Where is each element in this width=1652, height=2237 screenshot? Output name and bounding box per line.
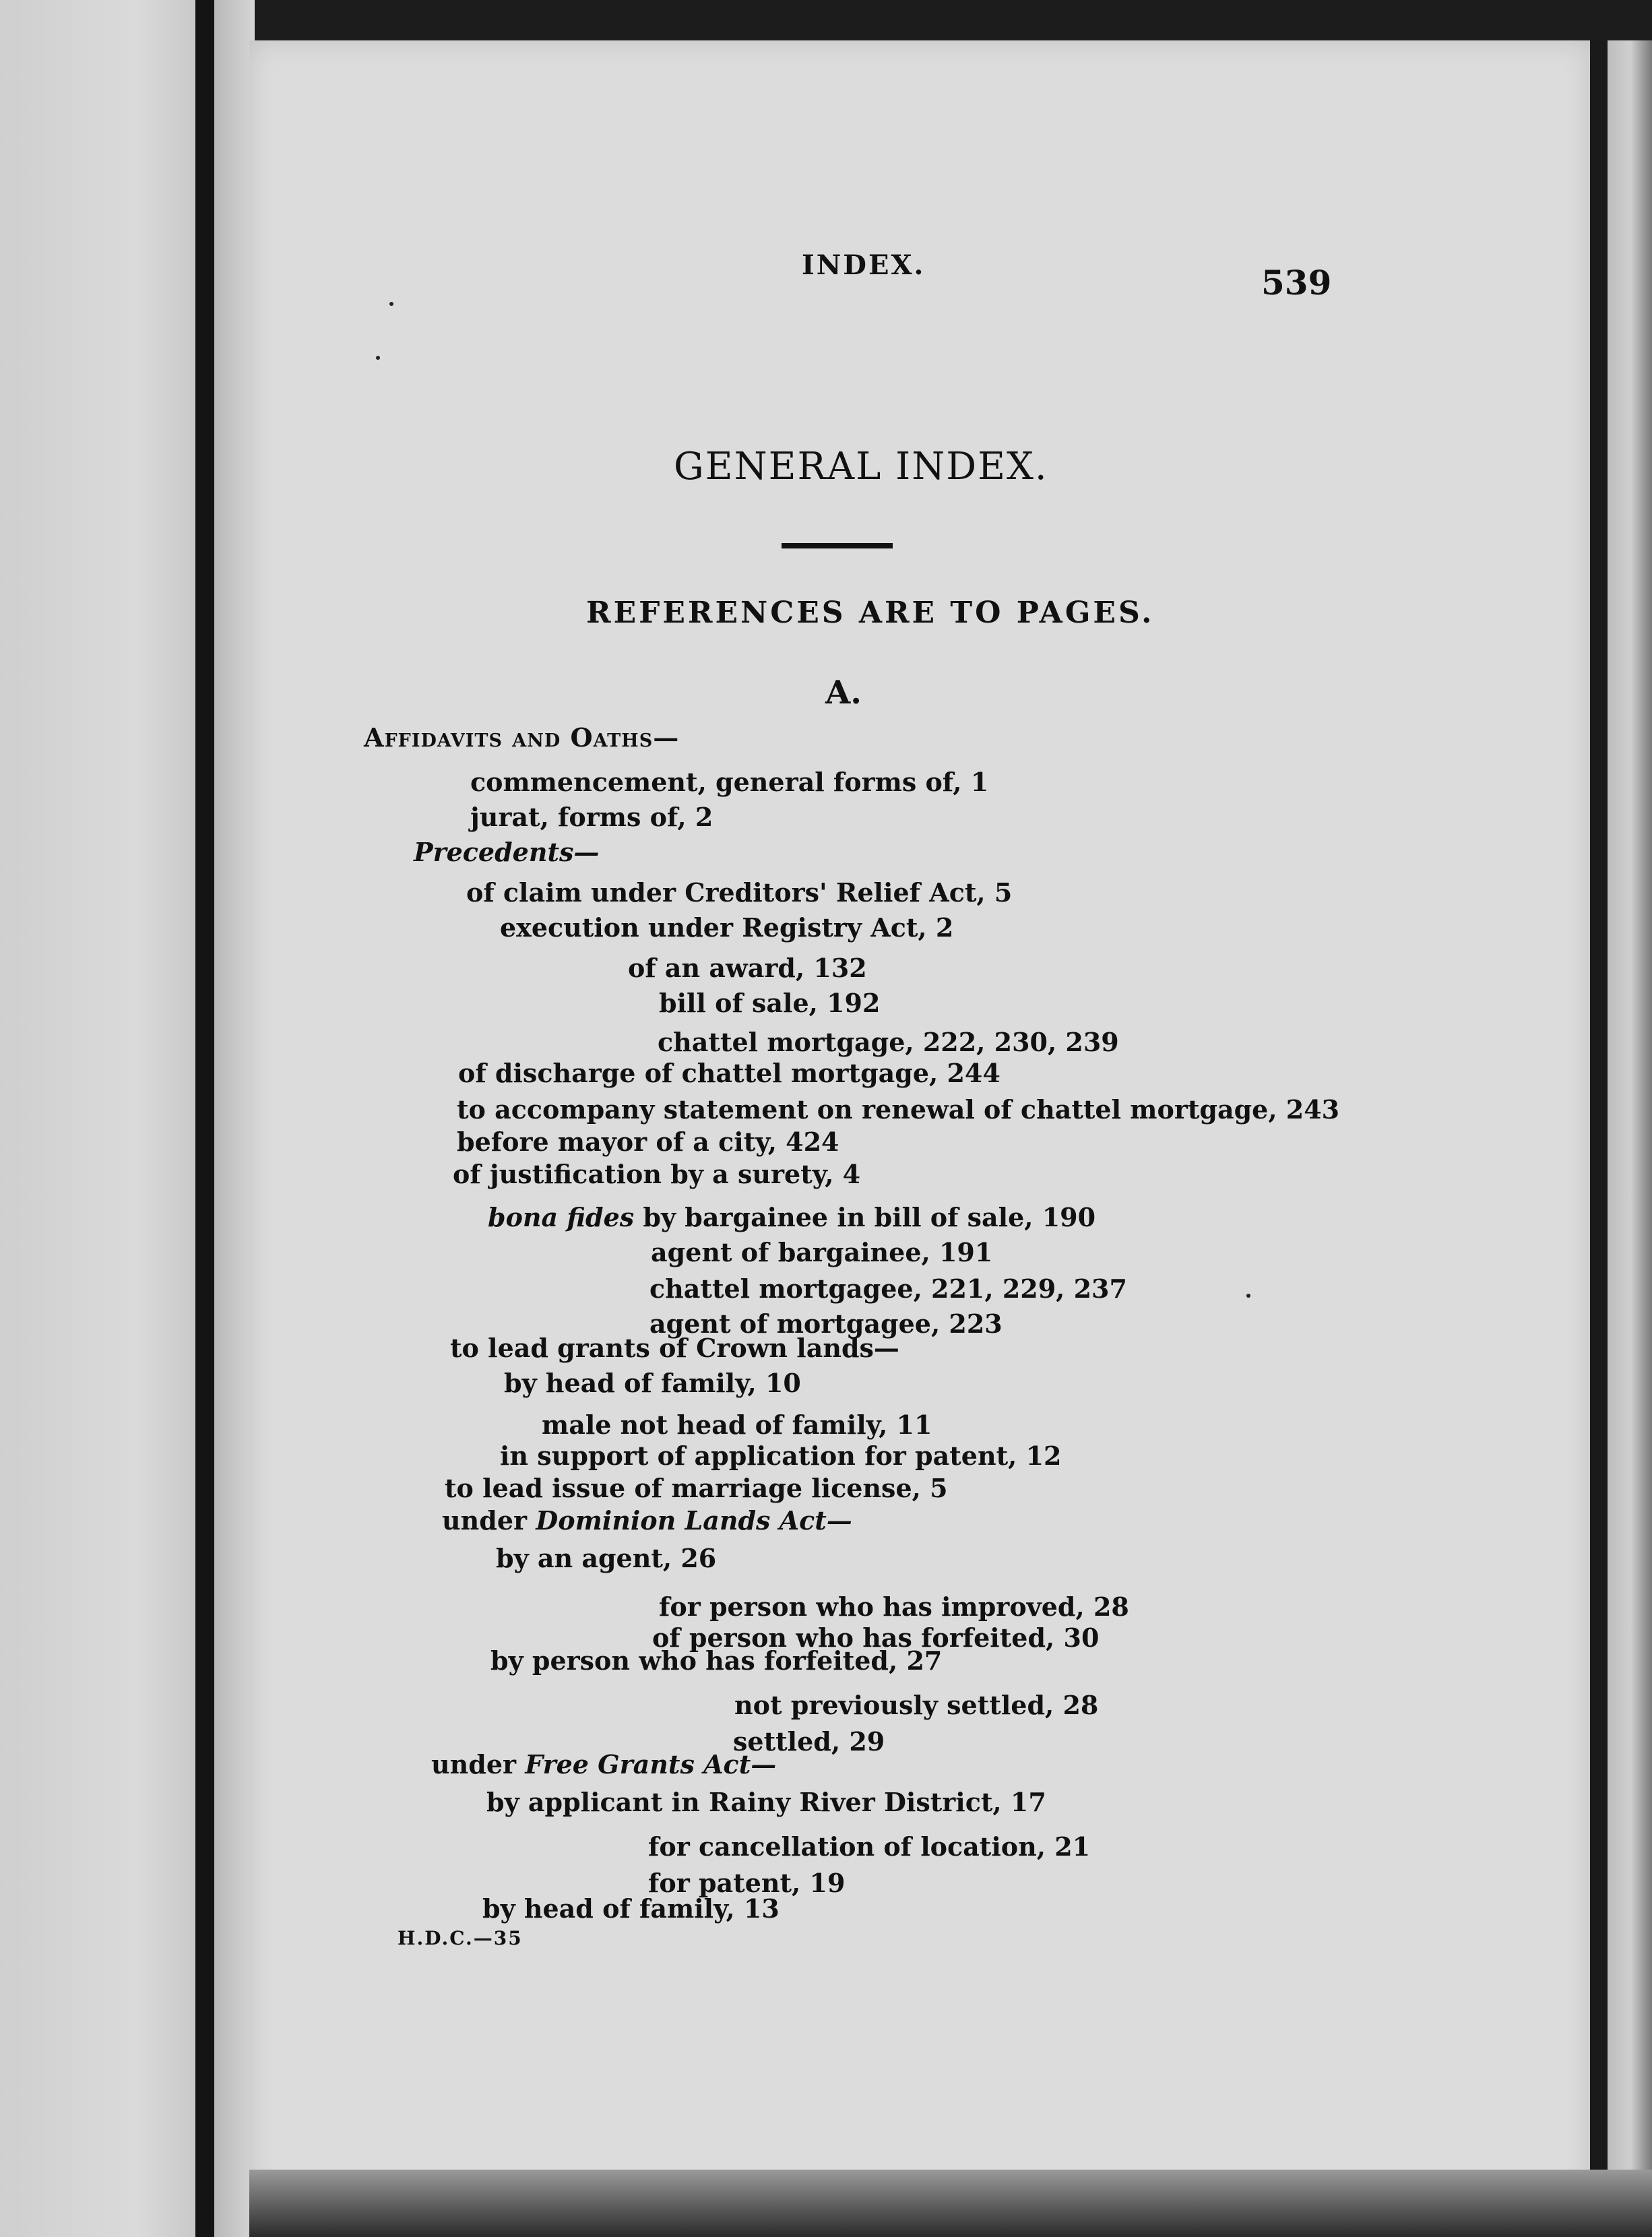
index-entry: to accompany statement on renewal of chattel mortgage, 243 xyxy=(457,1094,1340,1125)
index-entry: of person who has forfeited, 30 xyxy=(652,1622,1100,1653)
ink-speck xyxy=(389,302,393,306)
signature-mark: H.D.C.—35 xyxy=(398,1927,523,1949)
index-entry: in support of application for patent, 12 xyxy=(500,1441,1062,1471)
act-title: Dominion Lands Act— xyxy=(536,1505,852,1536)
index-entry: by person who has forfeited, 27 xyxy=(490,1645,943,1676)
index-entry: by head of family, 10 xyxy=(504,1368,801,1398)
index-entry-text: by bargainee in bill of sale, 190 xyxy=(634,1202,1096,1232)
index-entry: by an agent, 26 xyxy=(496,1543,717,1573)
page-gutter xyxy=(214,0,255,2237)
index-entry: jurat, forms of, 2 xyxy=(470,802,713,832)
act-title: Free Grants Act— xyxy=(525,1749,777,1779)
index-entry: before mayor of a city, 424 xyxy=(457,1127,839,1157)
index-entry: not previously settled, 28 xyxy=(734,1690,1099,1720)
index-subheading: Precedents— xyxy=(414,837,600,867)
title-rule xyxy=(782,543,893,548)
index-entry-text: under xyxy=(442,1505,536,1536)
index-entry: chattel mortgagee, 221, 229, 237 xyxy=(649,1273,1127,1304)
index-entry xyxy=(431,1749,776,1779)
running-head: INDEX. xyxy=(802,249,926,281)
page-edge-bottom xyxy=(249,2170,1652,2237)
index-entry: to lead grants of Crown lands— xyxy=(450,1333,899,1363)
index-entry: for person who has improved, 28 xyxy=(659,1592,1129,1622)
ink-speck xyxy=(376,356,380,360)
index-entry: of discharge of chattel mortgage, 244 xyxy=(458,1058,1000,1088)
index-entry-text: under xyxy=(431,1749,526,1779)
page-subtitle: REFERENCES ARE TO PAGES. xyxy=(586,596,1155,630)
index-entry: for patent, 19 xyxy=(648,1868,846,1898)
index-entry: agent of mortgagee, 223 xyxy=(649,1309,1003,1339)
index-entry: execution under Registry Act, 2 xyxy=(500,912,954,943)
index-entry: of an award, 132 xyxy=(628,953,867,983)
page-edge-right xyxy=(1590,40,1652,2197)
binding-shadow xyxy=(195,0,214,2237)
index-heading: Affidavits and Oaths— xyxy=(364,722,680,753)
index-entry: by head of family, 13 xyxy=(482,1893,780,1924)
index-entry: agent of bargainee, 191 xyxy=(651,1237,993,1267)
index-entry: bill of sale, 192 xyxy=(659,988,881,1018)
ink-speck xyxy=(1246,1294,1250,1298)
page-number: 539 xyxy=(1261,263,1332,303)
index-entry: male not head of family, 11 xyxy=(542,1410,932,1440)
index-entry: of claim under Creditors' Relief Act, 5 xyxy=(466,877,1013,908)
index-entry: of justification by a surety, 4 xyxy=(453,1159,861,1189)
bona-fides-term: bona fides xyxy=(488,1202,635,1232)
facing-page xyxy=(0,0,195,2237)
index-entry: commencement, general forms of, 1 xyxy=(470,767,989,797)
index-entry: by applicant in Rainy River District, 17 xyxy=(486,1787,1046,1817)
index-entry xyxy=(442,1505,852,1536)
page-title: GENERAL INDEX. xyxy=(674,445,1048,489)
index-entry: settled, 29 xyxy=(733,1726,885,1757)
index-entry: chattel mortgage, 222, 230, 239 xyxy=(658,1027,1119,1057)
index-entry xyxy=(488,1202,1095,1232)
index-entry: for cancellation of location, 21 xyxy=(648,1831,1091,1862)
index-entry: to lead issue of marriage license, 5 xyxy=(445,1473,948,1503)
section-letter: A. xyxy=(825,674,862,712)
